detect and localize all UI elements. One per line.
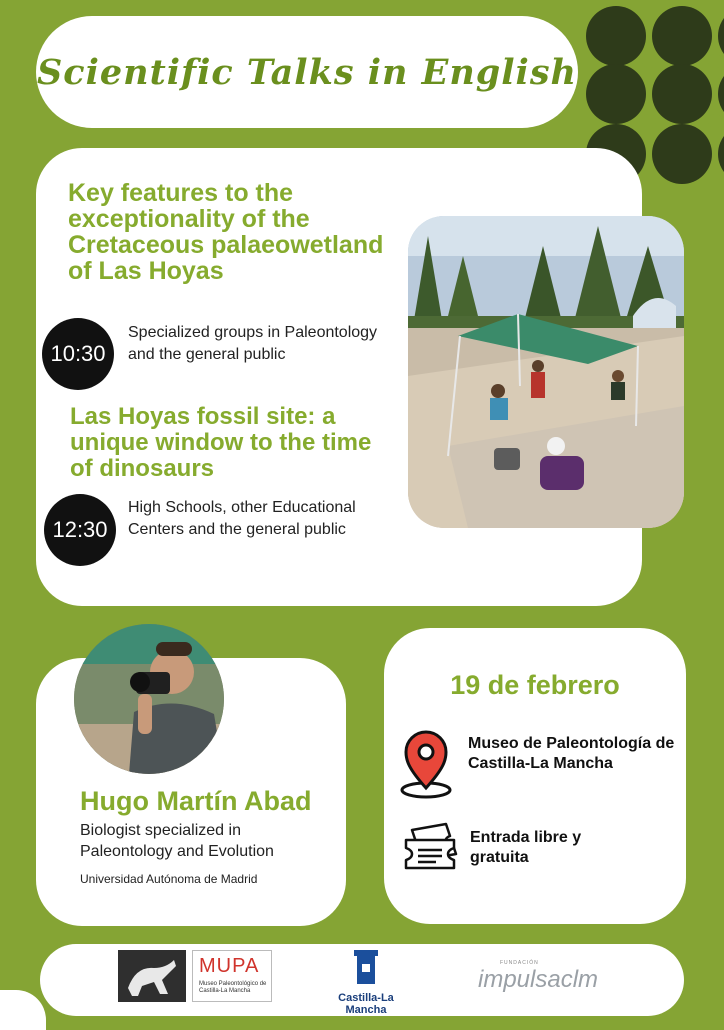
footer-decoration	[0, 990, 46, 1030]
speaker-institution: Universidad Autónoma de Madrid	[80, 872, 258, 886]
title-banner	[36, 16, 578, 128]
talk-2-audience: High Schools, other Educational Centers and the general public	[128, 499, 356, 538]
talk-2-title: Las Hoyas fossil site: a unique window to the time of dinosaurs	[70, 403, 372, 482]
dinosaur-logo	[118, 950, 186, 1002]
talk-1-time: 10:30	[42, 318, 114, 390]
event-date: 19 de febrero	[450, 670, 620, 700]
talk-2-time: 12:30	[44, 494, 116, 566]
event-entry: Entrada libre y gratuita	[470, 829, 582, 866]
event-venue: Museo de Paleontología de Castilla-La Mancha	[468, 735, 675, 772]
location-pin-icon	[398, 730, 454, 800]
speaker-name: Hugo Martín Abad	[80, 786, 312, 816]
mupa-logo	[192, 950, 272, 1002]
foundation-logo	[476, 960, 606, 1000]
speaker-role: Biologist specialized in Paleontology and Evolution	[80, 822, 274, 860]
region-logo	[318, 946, 414, 1016]
mupa-subtitle: Museo Paleontológico de Castilla-La Mancha	[199, 981, 267, 994]
mupa-title: MUPA	[199, 955, 260, 977]
excavation-photo	[408, 216, 684, 528]
region-name: Castilla-La Mancha	[338, 992, 394, 1016]
foundation-name: impulsaclm	[478, 966, 599, 993]
speaker-photo	[74, 624, 224, 774]
foundation-label: FUNDACIÓN	[500, 960, 539, 966]
page-title: Scientific Talks in English	[37, 51, 577, 93]
talk-1-title: Key features to the exceptionality of the Cretaceous palaeowetland of Las Hoyas	[68, 179, 384, 285]
ticket-icon	[402, 822, 462, 870]
talk-1-audience: Specialized groups in Paleontology and the general public	[128, 324, 378, 363]
